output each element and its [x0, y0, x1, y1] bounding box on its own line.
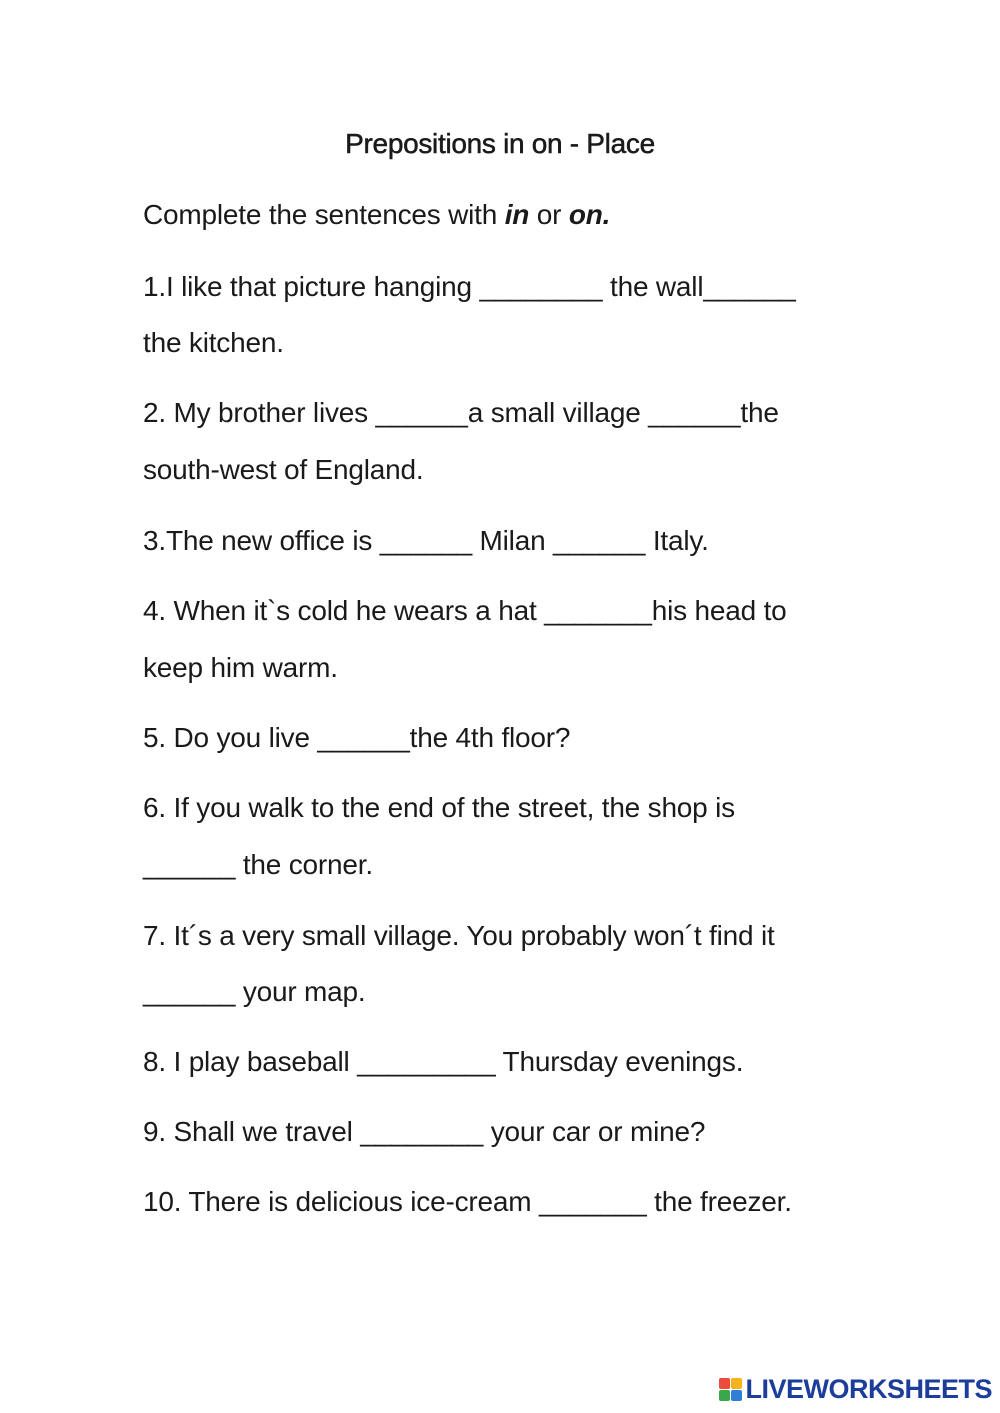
sentence-line: 10. There is delicious ice-cream _______ the freezer. [143, 1186, 792, 1217]
liveworksheets-logo-icon [719, 1378, 742, 1401]
sentence-line: 1.I like that picture hanging ________ the wall______ [143, 271, 796, 302]
sentence-line: keep him warm. [143, 652, 338, 683]
logo-tile [731, 1378, 742, 1389]
sentence-line: ______ the corner. [143, 849, 373, 880]
sentence-line: 8. I play baseball _________ Thursday evenings. [143, 1046, 744, 1077]
instruction-word-on: on. [568, 199, 611, 230]
sentence-line: ______ your map. [143, 976, 366, 1007]
logo-tile [719, 1378, 730, 1389]
logo-tile [719, 1390, 730, 1401]
sentence-line: 4. When it`s cold he wears a hat _______his head to [143, 595, 787, 626]
page-title: Prepositions in on - Place [345, 128, 655, 159]
sentence-line: 3.The new office is ______ Milan ______ Italy. [143, 525, 709, 556]
instruction-middle: or [529, 199, 569, 230]
sentence-line: the kitchen. [143, 327, 284, 358]
sentence-line: 2. My brother lives ______a small village ______the [143, 397, 779, 428]
sentence-line: 5. Do you live ______the 4th floor? [143, 722, 571, 753]
sentence-line: 7. It´s a very small village. You probably won´t find it [143, 920, 775, 951]
sentence-line: 6. If you walk to the end of the street, the shop is [143, 792, 735, 823]
sentence-line: 9. Shall we travel ________ your car or mine? [143, 1116, 706, 1147]
instruction-prefix: Complete the sentences with [143, 199, 505, 230]
liveworksheets-logo [719, 1371, 992, 1407]
sentence-line: south-west of England. [143, 454, 424, 485]
logo-tile [731, 1390, 742, 1401]
instruction-word-in: in [504, 199, 530, 230]
instruction [143, 199, 610, 231]
logo-text: LIVEWORKSHEETS [745, 1373, 992, 1404]
